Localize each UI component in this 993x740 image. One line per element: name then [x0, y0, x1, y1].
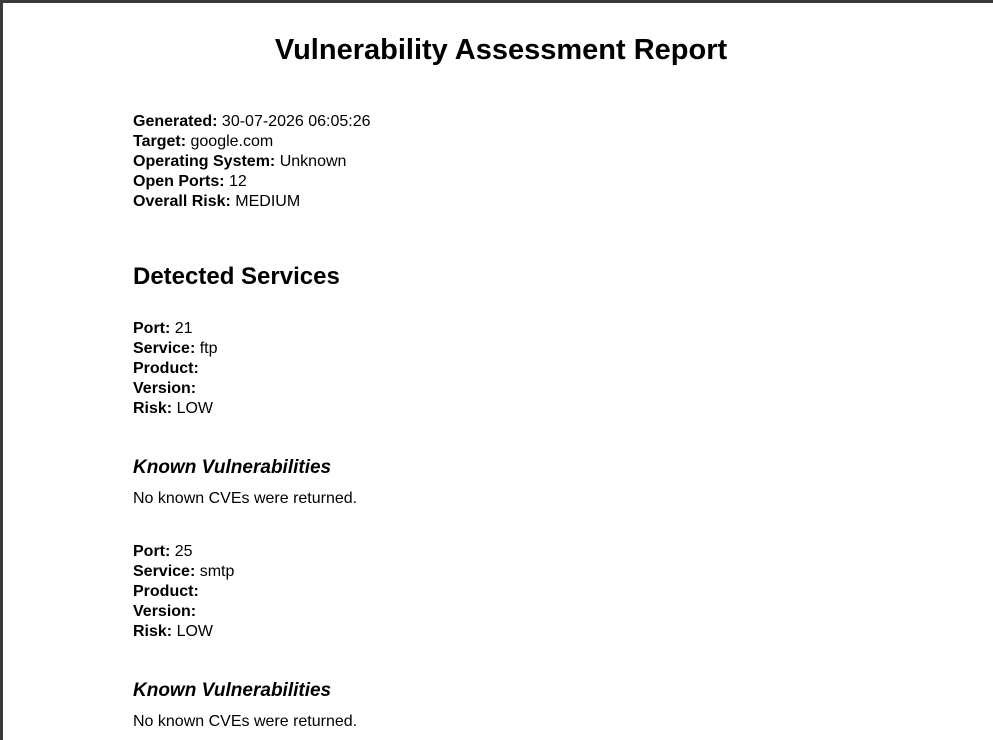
service-version: Version: [133, 603, 197, 620]
service-risk: Risk: LOW [133, 400, 214, 417]
service-product: Product: [133, 360, 199, 377]
known-vulnerabilities-heading: Known Vulnerabilities [133, 680, 332, 701]
service-entry [133, 542, 234, 642]
service-product: Product: [133, 583, 199, 600]
vulnerabilities-text: No known CVEs were returned. [133, 490, 358, 507]
service-port: Port: 21 [133, 320, 193, 337]
vulnerabilities-text: No known CVEs were returned. [133, 713, 358, 730]
summary-open-ports: Open Ports: 12 [133, 173, 247, 190]
known-vulnerabilities [133, 456, 357, 509]
summary-generated: Generated: 30-07-2026 06:05:26 [133, 113, 371, 130]
service-port: Port: 25 [133, 543, 193, 560]
service-entry [133, 319, 218, 419]
detected-services-heading: Detected Services [133, 263, 340, 290]
service-name: Service: ftp [133, 340, 218, 357]
service-risk: Risk: LOW [133, 623, 214, 640]
service-version: Version: [133, 380, 197, 397]
known-vulnerabilities-heading: Known Vulnerabilities [133, 457, 332, 478]
summary-operating-system: Operating System: Unknown [133, 153, 347, 170]
summary-target: Target: google.com [133, 133, 274, 150]
known-vulnerabilities [133, 679, 357, 732]
report-summary [133, 112, 371, 212]
service-name: Service: smtp [133, 563, 235, 580]
report-page [3, 3, 993, 740]
summary-overall-risk: Overall Risk: MEDIUM [133, 193, 301, 210]
report-title: Vulnerability Assessment Report [274, 34, 728, 66]
